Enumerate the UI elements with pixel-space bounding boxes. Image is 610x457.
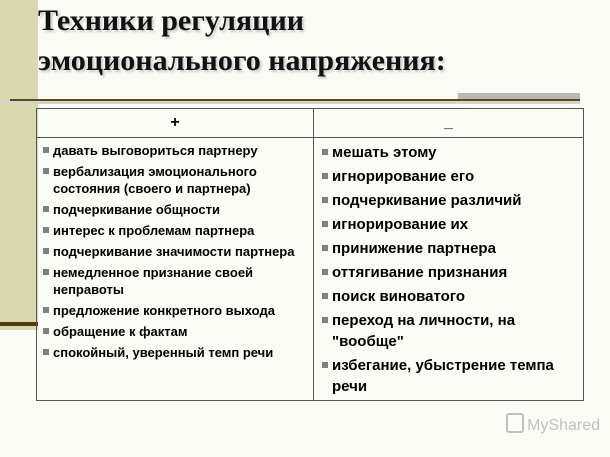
accent-bar-divider: [0, 322, 38, 326]
plus-list-item-text: обращение к фактам: [53, 324, 188, 339]
minus-list-item: [322, 142, 583, 163]
minus-list-item-text: переход на личности, на "вообще": [332, 312, 516, 350]
plus-list-item: [43, 243, 313, 260]
minus-list-item: [322, 214, 583, 235]
bullet-icon: [322, 221, 328, 227]
plus-list: [43, 142, 313, 361]
bullet-icon: [43, 349, 49, 355]
header-minus: _: [314, 109, 584, 138]
bullet-icon: [322, 293, 328, 299]
minus-list-item-text: мешать этому: [332, 144, 437, 161]
minus-list-item-text: подчеркивание различий: [332, 192, 522, 209]
table-header-row: [37, 109, 584, 138]
minus-list-item-text: игнорирование их: [332, 216, 469, 233]
minus-column: [314, 138, 584, 401]
header-plus: +: [37, 109, 314, 138]
watermark-text: MyShared: [527, 417, 600, 434]
bullet-icon: [322, 317, 328, 323]
plus-list-item: [43, 302, 313, 319]
minus-list-item: [322, 166, 583, 187]
bullet-icon: [43, 168, 49, 174]
plus-list-item: [43, 201, 313, 218]
plus-list-item-text: предложение конкретного выхода: [53, 303, 275, 318]
bullet-icon: [43, 269, 49, 275]
plus-list-item-text: подчеркивание значимости партнера: [53, 244, 295, 259]
title-rule-shadow: [0, 101, 580, 104]
table-body-row: [37, 138, 584, 401]
minus-list-item: [322, 238, 583, 259]
bullet-icon: [322, 362, 328, 368]
minus-list-item-text: принижение партнера: [332, 240, 496, 257]
bullet-icon: [43, 307, 49, 313]
plus-column: [37, 138, 314, 401]
bullet-icon: [43, 206, 49, 212]
bullet-icon: [43, 248, 49, 254]
bullet-icon: [322, 197, 328, 203]
minus-list-item: [322, 355, 583, 397]
plus-list-item: [43, 142, 313, 159]
bullet-icon: [322, 173, 328, 179]
minus-list-item: [322, 262, 583, 283]
plus-list-item-text: подчеркивание общности: [53, 202, 220, 217]
plus-list-item-text: давать выговориться партнеру: [53, 143, 258, 158]
bullet-icon: [43, 227, 49, 233]
plus-list-item: [43, 264, 313, 298]
plus-list-item: [43, 222, 313, 239]
slide-title-line-2: эмоционального напряжения:: [38, 44, 446, 77]
bullet-icon: [43, 147, 49, 153]
watermark-logo-icon: [506, 413, 524, 433]
plus-list-item-text: вербализация эмоционального состояния (своего и партнера): [53, 164, 257, 196]
minus-list-item-text: оттягивание признания: [332, 264, 508, 281]
minus-list-item-text: игнорирование его: [332, 168, 475, 185]
accent-bar: [0, 0, 38, 330]
plus-list-item: [43, 323, 313, 340]
plus-list-item: [43, 344, 313, 361]
watermark: [506, 413, 600, 435]
minus-list-item-text: поиск виноватого: [332, 288, 466, 305]
bullet-icon: [322, 149, 328, 155]
techniques-table: [36, 108, 584, 401]
minus-list-item: [322, 286, 583, 307]
bullet-icon: [322, 245, 328, 251]
slide-title-line-1: Техники регуляции: [38, 4, 305, 37]
plus-list-item-text: интерес к проблемам партнера: [53, 223, 255, 238]
minus-list-item-text: избегание, убыстрение темпа речи: [332, 357, 554, 395]
minus-list-item: [322, 190, 583, 211]
plus-list-item: [43, 163, 313, 197]
minus-list-item: [322, 310, 583, 352]
bullet-icon: [322, 269, 328, 275]
plus-list-item-text: немедленное признание своей неправоты: [53, 265, 254, 297]
minus-list: [322, 142, 583, 397]
bullet-icon: [43, 328, 49, 334]
plus-list-item-text: спокойный, уверенный темп речи: [53, 345, 274, 360]
